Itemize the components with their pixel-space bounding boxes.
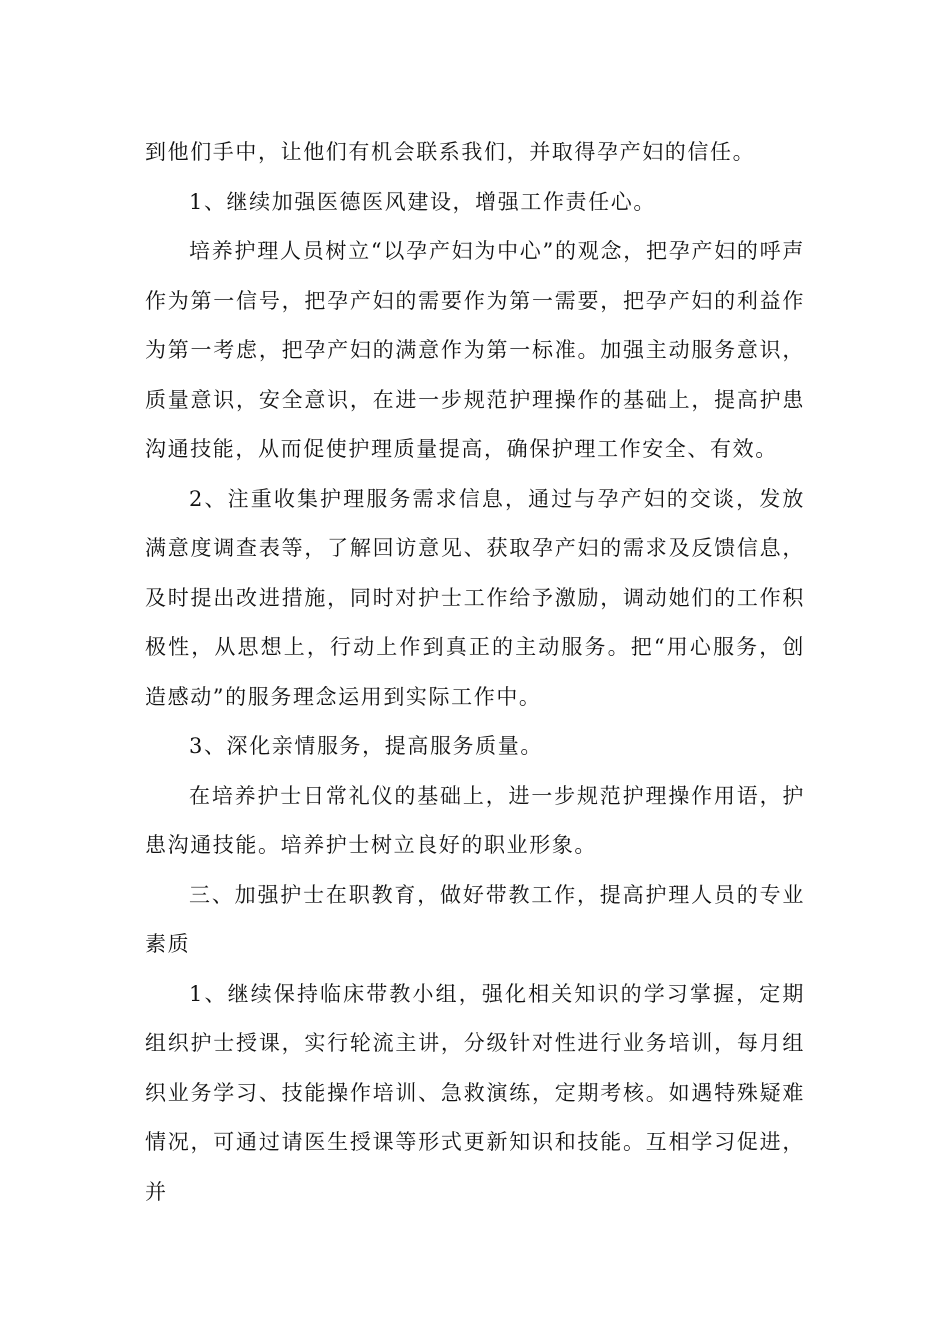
paragraph-item-3-body: 在培养护士日常礼仪的基础上，进一步规范护理操作用语，护患沟通技能。培养护士树立良好的职业形象。 [145,783,805,857]
paragraph-item-1-heading: 1、继续加强医德医风建设，增强工作责任心。 [189,189,656,214]
paragraph-continuation: 到他们手中，让他们有机会联系我们，并取得孕产妇的信任。 [145,140,756,164]
paragraph-item-1-body: 培养护理人员树立“以孕产妇为中心”的观念，把孕产妇的呼声作为第一信号，把孕产妇的需要作为第一需要，把孕产妇的利益作为第一考虑，把孕产妇的满意作为第一标准。加强主动服务意识，质量意识，安全意识，在进一步规范护理操作的基础上，提高护患沟通技能，从而促使护理质量提高，确保护理工作安全、有效。 [145,239,805,461]
paragraph-section-three-item-1: 1、继续保持临床带教小组，强化相关知识的学习掌握，定期组织护士授课，实行轮流主讲，分级针对性进行业务培训，每月组织业务学习、技能操作培训、急救演练，定期考核。如遇特殊疑难情况，可通过请医生授课等形式更新知识和技能。互相学习促进，并 [145,981,805,1204]
paragraph-item-2: 2、注重收集护理服务需求信息，通过与孕产妇的交谈，发放满意度调查表等，了解回访意见、获取孕产妇的需求及反馈信息，及时提出改进措施，同时对护士工作给予激励，调动她们的工作积极性，从思想上，行动上作到真正的主动服务。把“用心服务，创造感动”的服务理念运用到实际工作中。 [145,486,805,709]
section-heading-three: 三、加强护士在职教育，做好带教工作，提高护理人员的专业素质 [145,882,805,956]
document-body [145,128,805,1217]
paragraph-item-3-heading: 3、深化亲情服务，提高服务质量。 [189,734,543,758]
